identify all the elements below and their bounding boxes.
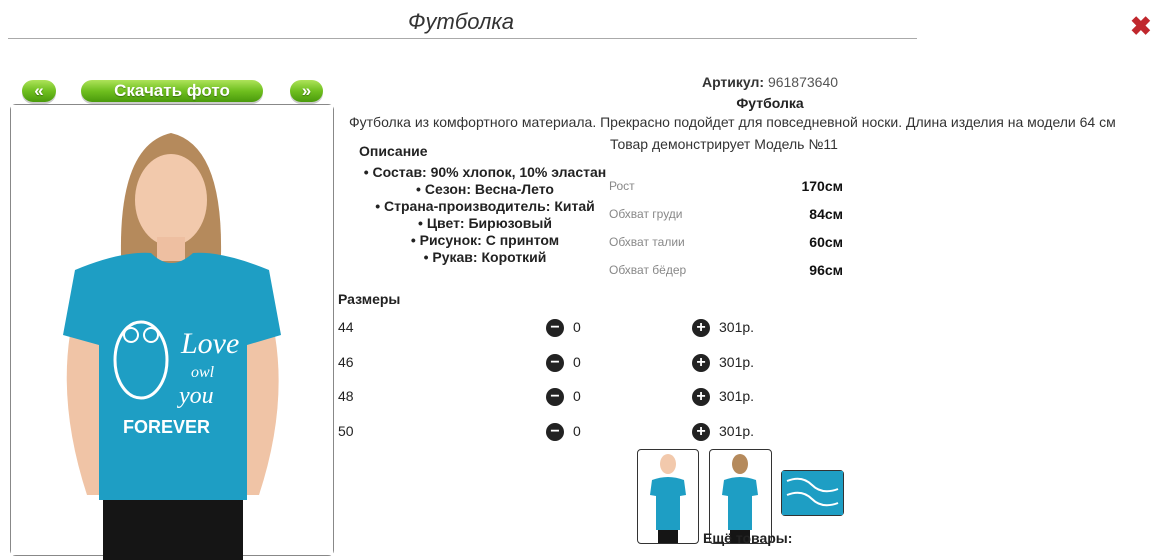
close-icon[interactable]: ✖ xyxy=(1130,11,1152,41)
size-label: 46 xyxy=(338,354,354,370)
size-label: 48 xyxy=(338,388,354,404)
article-number: 961873640 xyxy=(767,74,839,90)
sizes-title: Размеры xyxy=(338,291,401,307)
size-row xyxy=(338,423,788,443)
print-text-4: FOREVER xyxy=(123,417,211,437)
print-text-1: Love xyxy=(181,327,240,360)
measurement-label: Рост xyxy=(609,179,635,193)
size-quantity: 0 xyxy=(573,319,581,335)
spec-item: • Состав: 90% хлопок, 10% эластан xyxy=(350,164,620,181)
minus-circle-icon[interactable]: − xyxy=(546,354,564,372)
measurement-label: Обхват груди xyxy=(609,207,683,221)
size-row xyxy=(338,319,788,339)
size-quantity: 0 xyxy=(573,423,581,439)
measurement-value: 170см xyxy=(801,178,843,194)
measurement-value: 84см xyxy=(809,206,843,222)
model-note: Товар демонстрирует Модель №11 xyxy=(610,136,838,152)
size-price: 301р. xyxy=(719,423,755,439)
size-price: 301р. xyxy=(719,388,755,404)
measurement-value: 96см xyxy=(809,262,843,278)
plus-circle-icon[interactable]: + xyxy=(692,388,710,406)
size-price: 301р. xyxy=(719,319,755,335)
size-row xyxy=(338,388,788,408)
measurement-value: 60см xyxy=(809,234,843,250)
product-name: Футболка xyxy=(736,95,804,111)
spec-item: • Рисунок: С принтом xyxy=(350,232,620,249)
plus-circle-icon[interactable]: + xyxy=(692,423,710,441)
size-label: 50 xyxy=(338,423,354,439)
spec-item: • Рукав: Короткий xyxy=(350,249,620,266)
size-quantity: 0 xyxy=(573,388,581,404)
measurement-label: Обхват бёдер xyxy=(609,263,687,277)
model-photo-illustration xyxy=(11,105,333,555)
minus-circle-icon[interactable]: − xyxy=(546,423,564,441)
minus-circle-icon[interactable]: − xyxy=(546,388,564,406)
page-title: Футболка xyxy=(408,9,514,34)
print-text-2: owl xyxy=(191,364,215,381)
article-label: Артикул: xyxy=(701,74,765,90)
title-divider xyxy=(8,38,917,39)
size-row xyxy=(338,354,788,374)
main-product-photo[interactable] xyxy=(10,104,334,556)
specs-title: Описание xyxy=(359,143,428,159)
spec-item: • Страна-производитель: Китай xyxy=(350,198,620,215)
thumbnail-fabric-image xyxy=(782,471,843,515)
print-text-3: you xyxy=(179,383,214,409)
more-products-label: Ещё товары: xyxy=(703,530,793,546)
download-photo-button[interactable]: Скачать фото xyxy=(81,80,263,102)
plus-circle-icon[interactable]: + xyxy=(692,319,710,337)
size-price: 301р. xyxy=(719,354,755,370)
size-quantity: 0 xyxy=(573,354,581,370)
product-description: Футболка из комфортного материала. Прекрасно подойдет для повседневной носки. Длина изделия на модели 64 см xyxy=(349,114,1116,130)
minus-circle-icon[interactable]: − xyxy=(546,319,564,337)
article-line xyxy=(600,74,940,90)
plus-circle-icon[interactable]: + xyxy=(692,354,710,372)
next-photo-button[interactable]: » xyxy=(290,80,323,102)
size-label: 44 xyxy=(338,319,354,335)
spec-item: • Сезон: Весна-Лето xyxy=(350,181,620,198)
measurement-label: Обхват талии xyxy=(609,235,685,249)
specs-list xyxy=(350,164,620,266)
thumbnail-front-image xyxy=(638,450,698,543)
thumbnail-fabric[interactable] xyxy=(781,470,844,516)
thumbnail-front[interactable] xyxy=(637,449,699,544)
spec-item: • Цвет: Бирюзовый xyxy=(350,215,620,232)
prev-photo-button[interactable]: « xyxy=(22,80,56,102)
